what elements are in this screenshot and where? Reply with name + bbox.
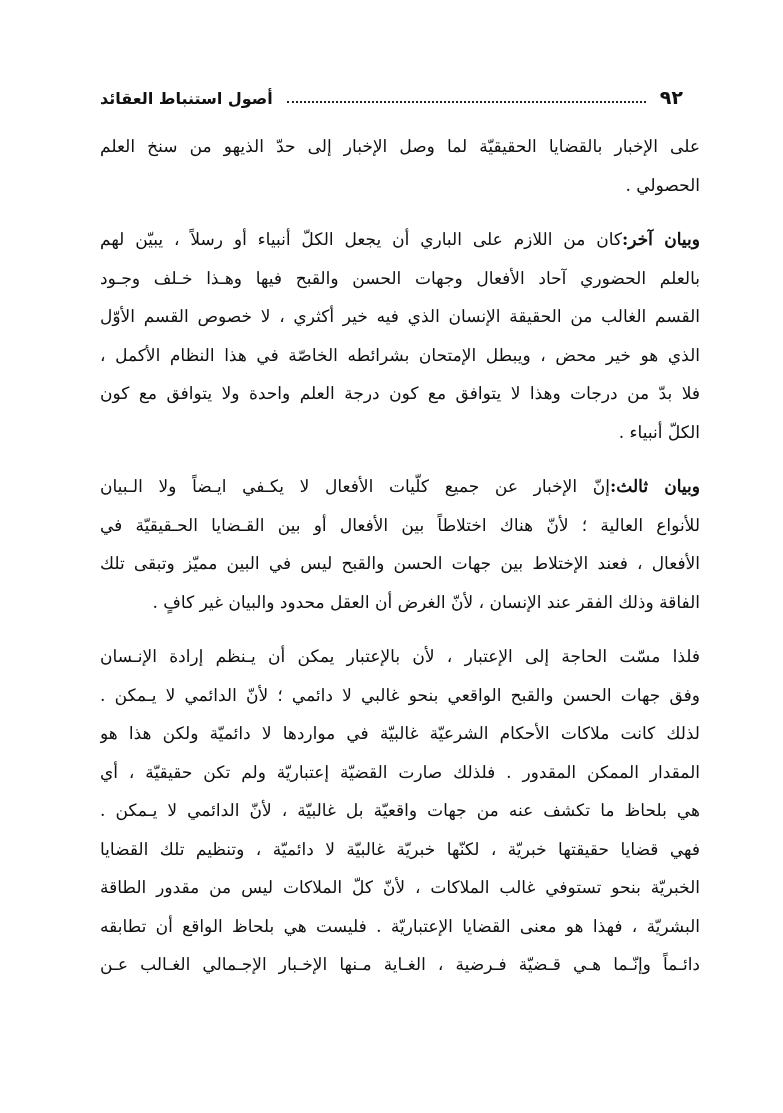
text-line: هي بلحاظ ما تكشف عنه من جهات واقعيّة بل غالبيّة ، لأنّ الدائمي لا يـمكن . [100, 801, 700, 821]
text-line: دائـماً وإنّـما هـي قـضيّة فـرضية ، الغـاية مـنها الإخـبار الإجـمالي الغـالب عـن [100, 955, 700, 975]
text-line [100, 221, 700, 260]
text-line: للأنواع العالية ؛ لأنّ هناك اختلاطاً بين الأفعال أو بين القـضايا الحـقيقيّة في [100, 515, 700, 536]
text-line: على الإخبار بالقضايا الحقيقيّة لما وصل الإخبار إلى حدّ الذيهو من سنخ العلم [100, 137, 700, 157]
text-line: الحصولي . [625, 175, 700, 196]
text-line: فلا بدّ من درجات وهذا لا يتوافق مع كون درجة العلم واحدة ولا يتوافق مع كون [100, 384, 700, 404]
text-line: الكلّ أنبياء . [618, 422, 700, 443]
text-line: البشريّة ، فهذا هو معنى القضايا الإعتباريّة . فليست هي بلحاظ الواقع أن تطابقه [100, 916, 700, 937]
page-number: ٩٢ [659, 87, 683, 109]
text-line-rest: إنّ الإخبار عن جميع كلّيات الأفعال لا يكـفي ايـضاً ولا الـبيان [100, 477, 610, 497]
text-line: فلذا مسّت الحاجة إلى الإعتبار ، لأن بالإعتبار يمكن أن يـنظم إرادة الإنـسان [100, 647, 700, 667]
paragraph [100, 638, 700, 985]
text-line: الخبريّة بنحو تستوفي غالب الملاكات ، لأنّ كلّ الملاكات ليس من مقدور الطاقة [100, 878, 700, 898]
paragraph [100, 468, 700, 622]
text-line: فهي قضايا حقيقتها خبريّة ، لكنّها خبريّة غالبيّة لا دائميّة ، وتنظيم تلك القضايا [100, 839, 700, 860]
paragraph-lead: وبيان آخر: [621, 230, 700, 250]
text-line: لذلك كانت ملاكات الأحكام الشرعيّة غالبيّة في مواردها لا دائميّة ولكن هذا هو [100, 724, 700, 744]
text-line: الأفعال ، فعند الإختلاط بين جهات الحسن والقبح ليس في البين مميّز وتبقى تلك [100, 554, 700, 574]
text-line: القسم الغالب من الحقيقة الإنسان الذي فيه خير أكثري ، لا خصوص القسم الأوّل [100, 307, 700, 327]
paragraph [100, 128, 700, 205]
running-title: أصول استنباط العقائد [100, 88, 273, 108]
text-line: وفق جهات الحسن والقبح الواقعي بنحو غالبي لا دائمي ؛ لأنّ الدائمي لا يـمكن . [100, 685, 700, 706]
text-line: الفاقة وذلك الفقر عند الإنسان ، لأنّ الغرض أن العقل محدود والبيان غير كافٍ . [152, 592, 700, 613]
body-text [100, 128, 700, 985]
header-leader-dots [287, 101, 646, 103]
text-line: المقدار الممكن المقدور . فلذلك صارت القضيّة إعتباريّة ولم تكن حقيقيّة ، أي [100, 762, 700, 783]
text-line: بالعلم الحضوري آحاد الأفعال وجهات الحسن والقبح فيها وهـذا خـلف وجـود [100, 268, 700, 289]
paragraph-lead: وبيان ثالث: [610, 477, 700, 497]
text-line-rest: كان من اللازم على الباري أن يجعل الكلّ أنبياء أو رسلاً ، يبيّن لهم [100, 230, 622, 250]
text-line: الذي هو خير محض ، ويبطل الإمتحان بشرائطه الخاصّة في هذا النظام الأكمل ، [100, 345, 700, 366]
paragraph [100, 221, 700, 452]
text-line [100, 468, 700, 507]
page-header [100, 82, 683, 114]
